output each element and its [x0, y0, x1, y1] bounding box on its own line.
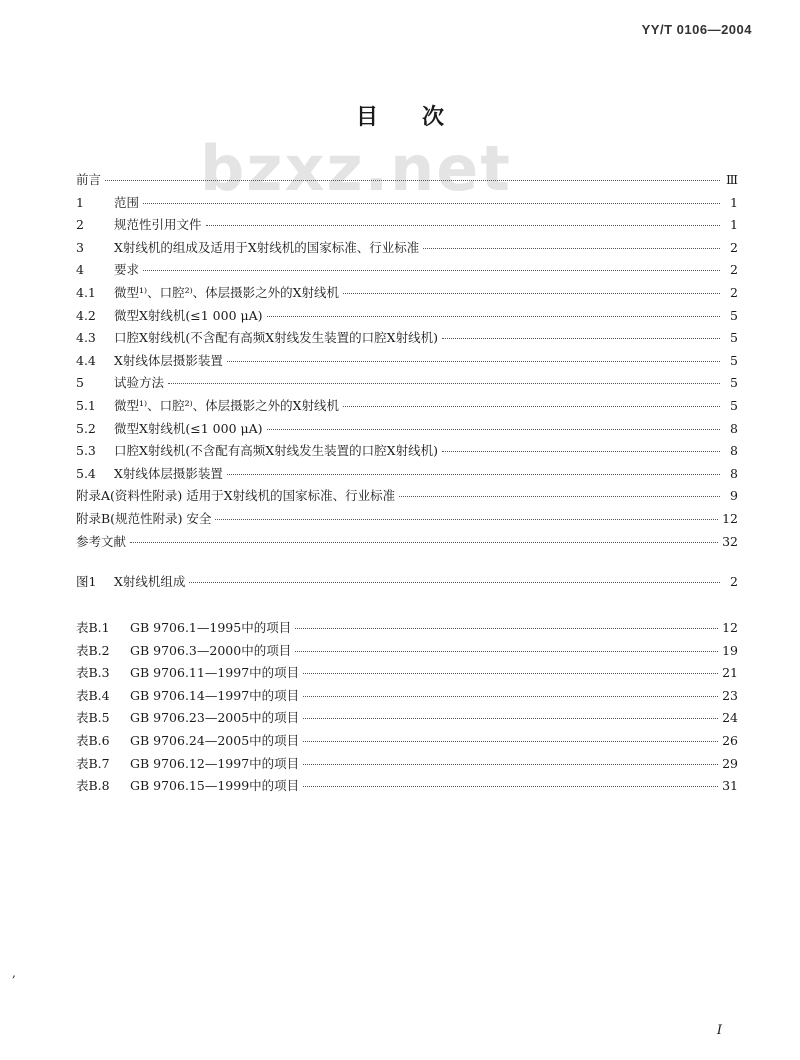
toc-entry-page: 9: [730, 488, 738, 504]
dot-leader: [215, 519, 718, 520]
toc-entry: [76, 170, 738, 193]
toc-entry-number: 表B.3: [76, 665, 110, 681]
toc-entry-title: GB 9706.14—1997中的项目: [130, 687, 300, 703]
toc-entry-page: 24: [722, 710, 738, 726]
toc-entry: [76, 419, 738, 442]
toc-entry-title: 附录A(资料性附录) 适用于X射线机的国家标准、行业标准: [76, 488, 396, 504]
dot-leader: [399, 496, 720, 497]
toc-entry: [76, 396, 738, 419]
toc-entry-number: 表B.6: [76, 732, 110, 748]
dot-leader: [143, 203, 720, 204]
dot-leader: [295, 651, 718, 652]
toc-entry-title: 口腔X射线机(不含配有高频X射线发生装置的口腔X射线机): [114, 330, 438, 346]
dot-leader: [423, 248, 720, 249]
dot-leader: [267, 316, 720, 317]
toc-entry: [76, 708, 738, 731]
toc-entry-page: 5: [730, 397, 738, 413]
toc-entry: [76, 776, 738, 799]
toc-entry-page: 8: [730, 443, 738, 459]
toc-entry: [76, 373, 738, 396]
dot-leader: [267, 429, 720, 430]
dot-leader: [168, 383, 720, 384]
toc-entry: [76, 618, 738, 641]
toc-entry-title: X射线体层摄影装置: [114, 465, 223, 481]
toc-entry-page: 8: [730, 465, 738, 481]
toc-entry-title: GB 9706.11—1997中的项目: [130, 665, 300, 681]
toc-entry: [76, 215, 738, 238]
toc-entry-page: 12: [722, 620, 738, 635]
dot-leader: [303, 718, 718, 719]
toc-entry-page: Ⅲ: [725, 172, 738, 187]
toc-entry-page: 26: [722, 732, 738, 748]
toc-entry-title: 微型X射线机(≤1 000 μA): [114, 307, 263, 323]
toc-entry-title: 微型X射线机(≤1 000 μA): [114, 420, 263, 436]
toc-entry-title: GB 9706.1—1995中的项目: [130, 620, 292, 635]
toc-entry: [76, 686, 738, 709]
toc-entry-title: 微型¹⁾、口腔²⁾、体层摄影之外的X射线机: [114, 284, 340, 300]
dot-leader: [143, 270, 720, 271]
dot-leader: [206, 225, 720, 226]
toc-entry: [76, 754, 738, 777]
toc-entry-page: 29: [722, 755, 738, 771]
toc-entry-page: 2: [730, 284, 738, 300]
toc-entry: [76, 238, 738, 261]
dot-leader: [343, 406, 720, 407]
toc-entry-page: 32: [722, 533, 738, 549]
toc-entry-page: 5: [730, 352, 738, 368]
toc-entry-number: 3: [76, 239, 84, 255]
toc-entry-title: 试验方法: [114, 375, 165, 391]
toc-entry: [76, 486, 738, 509]
toc-entry-title: X射线体层摄影装置: [114, 352, 223, 368]
toc-entry-number: 表B.4: [76, 687, 110, 703]
dot-leader: [442, 338, 720, 339]
toc-entry-title: 规范性引用文件: [114, 217, 202, 233]
toc-entry: [76, 731, 738, 754]
toc-entry-number: 4.2: [76, 307, 96, 323]
toc-entry-page: 5: [730, 330, 738, 346]
toc-entry-title: X射线机组成: [114, 574, 186, 589]
toc-entry-number: 表B.2: [76, 642, 110, 658]
toc-entry-page: 5: [730, 307, 738, 323]
toc-entry-page: 8: [730, 420, 738, 436]
toc-entry-number: 表B.1: [76, 620, 110, 635]
toc-entry: [76, 641, 738, 664]
dot-leader: [303, 696, 718, 697]
toc-entry-number: 表B.7: [76, 755, 110, 771]
dot-leader: [303, 764, 718, 765]
toc-entry-number: 图1: [76, 574, 97, 589]
toc-entry-title: GB 9706.23—2005中的项目: [130, 710, 300, 726]
toc-entry-title: GB 9706.15—1999中的项目: [130, 778, 300, 794]
toc-entry-title: GB 9706.24—2005中的项目: [130, 732, 300, 748]
toc-entry-title: X射线机的组成及适用于X射线机的国家标准、行业标准: [114, 239, 420, 255]
toc-entry: [76, 306, 738, 329]
toc-entry-page: 5: [730, 375, 738, 391]
toc-entry-number: 4: [76, 262, 84, 278]
toc-entry: [76, 283, 738, 306]
toc-entry-page: 21: [722, 665, 738, 681]
toc-entry-page: 19: [722, 642, 738, 658]
toc-entry-page: 31: [722, 778, 738, 794]
dot-leader: [343, 293, 720, 294]
dot-leader: [295, 628, 718, 629]
toc-tables: [76, 618, 738, 799]
toc-entry-page: 2: [730, 239, 738, 255]
toc-entry: [76, 193, 738, 216]
toc-entry: [76, 441, 738, 464]
toc-entry-number: 4.1: [76, 284, 96, 300]
watermark: bzxz.net: [200, 132, 512, 205]
toc-entry-number: 5.1: [76, 397, 96, 413]
toc-entry: [76, 464, 738, 487]
page-title: 目次: [355, 104, 488, 130]
toc-entry-page: 12: [722, 510, 738, 526]
toc-entry: [76, 351, 738, 374]
toc-entry-number: 4.3: [76, 330, 96, 346]
toc-entry-title: GB 9706.12—1997中的项目: [130, 755, 300, 771]
toc-figures: [76, 572, 738, 595]
toc-entry-number: 5: [76, 375, 84, 391]
dot-leader: [130, 542, 718, 543]
toc-entry-title: 要求: [114, 262, 140, 278]
dot-leader: [227, 361, 720, 362]
toc-entry-number: 表B.8: [76, 778, 110, 794]
toc-entry-title: 前言: [76, 172, 102, 187]
toc-entry-title: 口腔X射线机(不含配有高频X射线发生装置的口腔X射线机): [114, 443, 438, 459]
toc-entry-title: 参考文献: [76, 533, 127, 549]
toc-entry-page: 2: [730, 574, 738, 589]
toc-entry-page: 1: [730, 217, 738, 233]
footer-page-number: I: [716, 1023, 722, 1038]
toc-entry-number: 5.3: [76, 443, 96, 459]
toc-entry: [76, 328, 738, 351]
toc-entry: [76, 532, 738, 555]
toc-entry-number: 1: [76, 194, 84, 210]
toc-entry-page: 23: [722, 687, 738, 703]
dot-leader: [303, 741, 718, 742]
toc-entry-number: 4.4: [76, 352, 96, 368]
toc-entry: [76, 260, 738, 283]
toc-entry-title: 范围: [114, 194, 140, 210]
toc-entry: [76, 509, 738, 532]
toc-entry: [76, 572, 738, 595]
toc-entry-title: 附录B(规范性附录) 安全: [76, 510, 212, 526]
toc-entry-number: 2: [76, 217, 84, 233]
toc-entry: [76, 663, 738, 686]
toc-entry-page: 2: [730, 262, 738, 278]
dot-leader: [105, 180, 720, 181]
margin-mark: ,: [12, 966, 16, 980]
toc-entry-title: GB 9706.3—2000中的项目: [130, 642, 292, 658]
toc-entry-number: 5.2: [76, 420, 96, 436]
header-standard-code: YY/T 0106—2004: [641, 22, 752, 37]
dot-leader: [189, 582, 720, 583]
dot-leader: [303, 673, 718, 674]
toc-entry-title: 微型¹⁾、口腔²⁾、体层摄影之外的X射线机: [114, 397, 340, 413]
toc-main: [76, 170, 738, 554]
dot-leader: [227, 474, 720, 475]
toc-entry-number: 表B.5: [76, 710, 110, 726]
toc-entry-number: 5.4: [76, 465, 96, 481]
toc-entry-page: 1: [730, 194, 738, 210]
dot-leader: [442, 451, 720, 452]
dot-leader: [303, 786, 718, 787]
